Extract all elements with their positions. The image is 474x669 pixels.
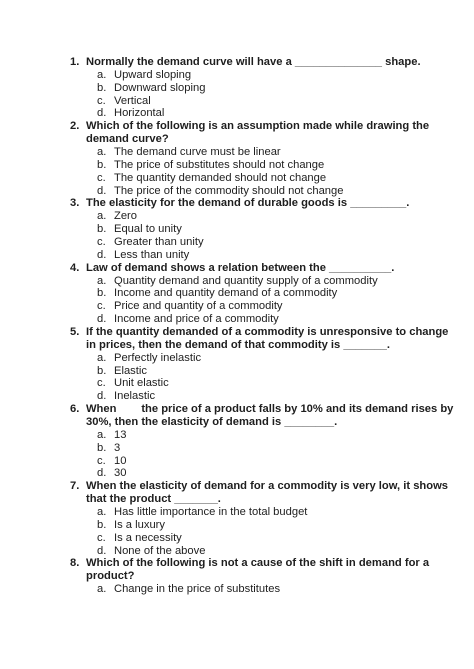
option-letter: c. (97, 235, 106, 248)
question-text: The elasticity for the demand of durable goods is _________. (86, 197, 410, 210)
question-item (0, 197, 474, 261)
option-text: Downward sloping (114, 81, 206, 94)
question-text: Normally the demand curve will have a ______________ shape. (86, 56, 421, 68)
option-text: Unit elastic (114, 377, 169, 390)
option-letter: d. (97, 248, 107, 261)
answer-option (0, 69, 474, 82)
question-number: 7. (70, 480, 80, 493)
option-text: The price of substitutes should not change (114, 158, 325, 171)
option-letter: c. (97, 300, 106, 313)
question-number: 3. (70, 197, 80, 210)
answer-option (0, 352, 474, 365)
answer-option (0, 390, 474, 403)
answer-option (0, 172, 474, 185)
option-text: Inelastic (114, 390, 156, 403)
answer-option (0, 95, 474, 108)
answer-option (0, 223, 474, 236)
option-letter: a. (97, 506, 107, 519)
answer-option (0, 249, 474, 262)
answer-option (0, 365, 474, 378)
option-list (0, 352, 474, 403)
option-letter: d. (97, 107, 107, 120)
option-text: Income and price of a commodity (114, 312, 279, 325)
option-letter: d. (97, 390, 107, 403)
option-letter: b. (97, 81, 107, 94)
option-text: Has little importance in the total budget (114, 506, 308, 519)
question-item (0, 120, 474, 197)
option-text: Income and quantity demand of a commodity (114, 287, 338, 300)
question-number: 2. (70, 120, 80, 133)
answer-option (0, 442, 474, 455)
option-text: 30 (114, 467, 127, 480)
answer-option (0, 287, 474, 300)
question-item (0, 262, 474, 326)
option-text: Zero (114, 210, 138, 223)
option-text: Less than unity (114, 248, 190, 261)
option-letter: c. (97, 531, 106, 544)
question-item (0, 403, 474, 480)
option-letter: b. (97, 158, 107, 171)
option-letter: d. (97, 184, 107, 197)
question-line (0, 480, 474, 506)
question-item (0, 326, 474, 403)
answer-option (0, 107, 474, 120)
option-letter: b. (97, 364, 107, 377)
answer-option (0, 82, 474, 95)
question-line (0, 56, 474, 69)
option-text: Change in the price of substitutes (114, 583, 281, 596)
option-text: Vertical (114, 94, 151, 107)
answer-option (0, 467, 474, 480)
question-item (0, 480, 474, 557)
answer-option (0, 455, 474, 468)
option-letter: a. (97, 428, 107, 441)
question-list (0, 56, 474, 596)
option-letter: a. (97, 274, 107, 287)
option-text: Perfectly inelastic (114, 351, 202, 364)
answer-option (0, 185, 474, 198)
option-text: Horizontal (114, 107, 165, 120)
answer-option (0, 545, 474, 558)
option-list (0, 210, 474, 261)
option-letter: c. (97, 454, 106, 467)
answer-option (0, 146, 474, 159)
option-text: The price of the commodity should not change (114, 184, 344, 197)
option-letter: d. (97, 312, 107, 325)
option-list (0, 429, 474, 480)
question-number: 5. (70, 325, 80, 338)
question-line (0, 197, 474, 210)
option-text: Price and quantity of a commodity (114, 300, 283, 313)
option-letter: a. (97, 583, 107, 596)
answer-option (0, 236, 474, 249)
question-line (0, 557, 474, 583)
question-number: 4. (70, 261, 80, 274)
option-text: Upward sloping (114, 69, 192, 81)
question-text: Law of demand shows a relation between the __________. (86, 261, 395, 274)
option-text: Greater than unity (114, 235, 204, 248)
answer-option (0, 377, 474, 390)
option-letter: a. (97, 69, 107, 81)
question-number: 1. (70, 56, 80, 68)
option-text: 10 (114, 454, 127, 467)
answer-option (0, 275, 474, 288)
option-letter: a. (97, 146, 107, 159)
answer-option (0, 532, 474, 545)
option-letter: c. (97, 377, 106, 390)
option-text: None of the above (114, 544, 206, 557)
option-text: Is a luxury (114, 518, 165, 531)
question-item (0, 557, 474, 596)
question-text: When the price of a product falls by 10% and its demand rises by 30%, then the elasticity of demand is ________. (86, 402, 457, 428)
option-text: 13 (114, 428, 127, 441)
question-line (0, 326, 474, 352)
option-letter: b. (97, 518, 107, 531)
question-text: If the quantity demanded of a commodity is unresponsive to change in prices, then the demand of that commodity is _______. (86, 325, 452, 351)
option-text: The quantity demanded should not change (114, 171, 327, 184)
answer-option (0, 506, 474, 519)
answer-option (0, 429, 474, 442)
option-text: Elastic (114, 364, 147, 377)
option-list (0, 146, 474, 197)
option-letter: b. (97, 223, 107, 236)
option-list (0, 583, 474, 596)
option-text: 3 (114, 441, 121, 454)
option-text: The demand curve must be linear (114, 146, 281, 159)
question-item (0, 56, 474, 120)
option-letter: a. (97, 210, 107, 223)
option-text: Is a necessity (114, 531, 182, 544)
answer-option (0, 313, 474, 326)
option-text: Quantity demand and quantity supply of a commodity (114, 274, 378, 287)
option-letter: c. (97, 94, 106, 107)
option-letter: a. (97, 351, 107, 364)
option-letter: b. (97, 441, 107, 454)
option-letter: d. (97, 467, 107, 480)
question-number: 8. (70, 557, 80, 570)
answer-option (0, 300, 474, 313)
answer-option (0, 210, 474, 223)
option-list (0, 69, 474, 120)
option-letter: c. (97, 171, 106, 184)
option-text: Equal to unity (114, 223, 182, 236)
question-line (0, 262, 474, 275)
option-list (0, 275, 474, 326)
option-list (0, 506, 474, 557)
question-text: Which of the following is not a cause of the shift in demand for a product? (86, 557, 433, 583)
question-text: Which of the following is an assumption made while drawing the demand curve? (86, 120, 433, 146)
answer-option (0, 583, 474, 596)
question-line (0, 120, 474, 146)
question-number: 6. (70, 402, 80, 415)
answer-option (0, 519, 474, 532)
question-text: When the elasticity of demand for a commodity is very low, it shows that the product _______. (86, 480, 452, 506)
question-line (0, 403, 474, 429)
option-letter: d. (97, 544, 107, 557)
answer-option (0, 159, 474, 172)
option-letter: b. (97, 287, 107, 300)
